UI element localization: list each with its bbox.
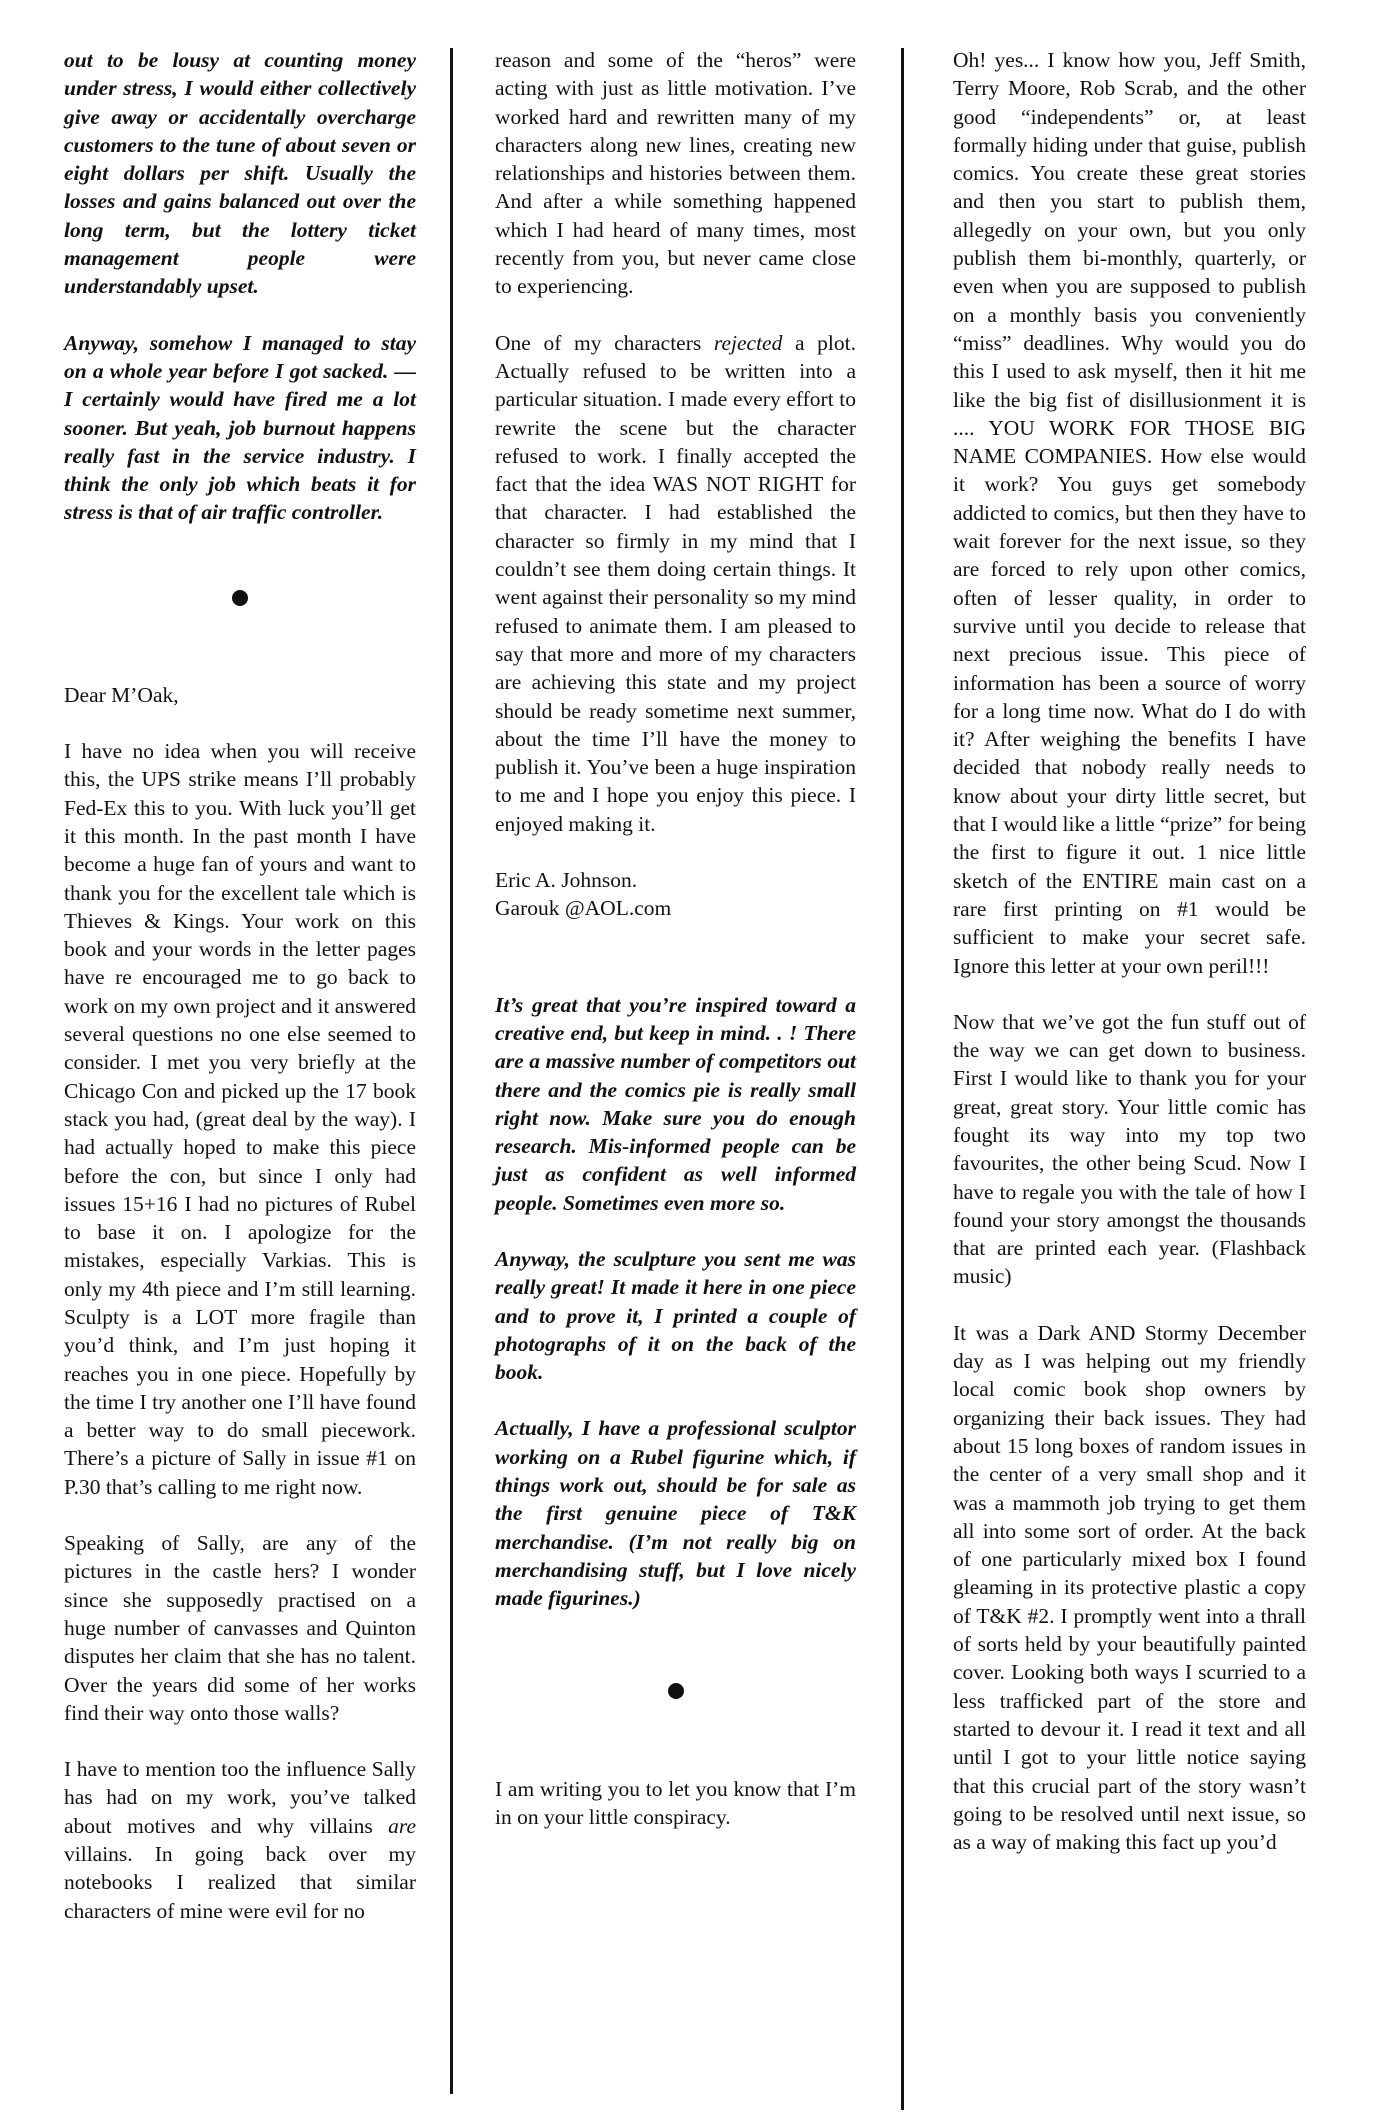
section-separator (495, 1641, 856, 1741)
letter-paragraph: I am writing you to let you know that I’m in on your little conspiracy. (495, 1776, 856, 1829)
bullet-separator-icon (668, 1683, 684, 1699)
column-1 (64, 46, 416, 1953)
column-3 (953, 46, 1306, 1884)
letter-paragraph: I have no idea when you will receive this, the UPS strike means I’ll probably Fed-Ex this to you. With luck you’ll get it this month. In the past month I have become a huge fan of yours and want to thank you for the excellent tale which is Thieves & Kings. Your work on this book and your words in the letter pages have re encouraged me to go back to work on my own project and it answered several questions no one else seemed to consider. I met you very briefly at the Chicago Con and picked up the 17 book stack you had, (great deal by the way). I had actually hoped to make this piece before the con, but since I only had issues 15+16 I had no pictures of Rubel to base it on. I apologize for the mistakes, especially Varkias. This is only my 4th piece and I’m still learning. Sculpty is a LOT more fragile than you’d think, and I’m just hoping it reaches you in one piece. Hopefully by the time I try another one I’ll have found a better way to do small piecework. There’s a picture of Sally in issue #1 on P.30 that’s calling to me right now. (64, 739, 416, 1499)
emphasis-text: are (388, 1813, 416, 1838)
column-divider-left (450, 48, 453, 2094)
section-separator (64, 555, 416, 641)
letter-paragraph: I have to mention too the influence Sally has had on my work, you’ve talked about motives and why villains are villains. In going back over my notebooks I realized that similar characters of mine were evil for no (64, 1757, 416, 1923)
column-2 (495, 46, 856, 1859)
editor-reply-paragraph: It’s great that you’re inspired toward a creative end, but keep in mind. . ! There are a massive number of competitors out there and the comics pie is really small right now. Make sure you do enough research. Mis-informed people can be just as confident as well informed people. Sometimes even more so. (495, 992, 856, 1215)
letter-signature (495, 866, 856, 923)
emphasis-text: rejected (713, 330, 783, 355)
letter-paragraph: Now that we’ve got the fun stuff out of the way we can get down to business. First I would like to thank you for your great, great story. Your little comic has fought its way into my top two favourites, the other being Scud. Now I have to regale you with the tale of how I found your story amongst the thousands that are printed each year. (Flashback music) (953, 1009, 1306, 1289)
editor-reply-paragraph: Anyway, somehow I managed to stay on a whole year before I got sacked. —I certainly would have fired me a lot sooner. But yeah, job burnout happens really fast in the service industry. I think the only job which beats it for stress is that of air traffic controller. (64, 330, 416, 525)
signature-email: Garouk @AOL.com (495, 896, 672, 921)
signature-name: Eric A. Johnson. (495, 868, 638, 893)
editor-reply-paragraph: Actually, I have a professional sculptor working on a Rubel figurine which, if things work out, should be for sale as the first genuine piece of T&K merchandise. (I’m not really big on merchandising stuff, but I love nicely made figurines.) (495, 1416, 856, 1611)
editor-reply-paragraph: Anyway, the sculpture you sent me was really great! It made it here in one piece and to prove it, I printed a couple of photographs of it on the back of the book. (495, 1246, 856, 1385)
letter-salutation: Dear M’Oak, (64, 682, 179, 707)
letter-paragraph: reason and some of the “heros” were acting with just as little motivation. I’ve worked hard and rewritten many of my characters along new lines, creating new relationships and histories between them. And after a while something happened which I had heard of many times, most recently from you, but never came close to experiencing. (495, 48, 856, 299)
letter-paragraph: Oh! yes... I know how you, Jeff Smith, Terry Moore, Rob Scrab, and the other good “independents” or, at least formally hiding under that guise, publish comics. You create these great stories and then you start to publish them, allegedly on your own, but you only publish them bi-monthly, quarterly, or even when you are supposed to publish on a monthly basis you conveniently “miss” deadlines. Why would you do this I used to ask myself, then it hit me like the big fist of disillusionment it is .... YOU WORK FOR THOSE BIG NAME COMPANIES. How else would it work? You guys get somebody addicted to comics, but then they have to wait forever for the next issue, so they are forced to rely upon other comics, often of lesser quality, in order to survive until you decide to release that next precious issue. This piece of information has been a source of worry for a long time now. What do I do with it? After weighing the benefits I have decided that nobody really needs to know about your dirty little secret, but that I would like a little “prize” for being the first to figure it out. 1 nice little sketch of the ENTIRE main cast on a rare first printing on #1 would be sufficient to make your secret safe. Ignore this letter at your own peril!!! (953, 48, 1306, 978)
column-divider-right (901, 48, 904, 2110)
letter-paragraph: It was a Dark AND Stormy December day as I was helping out my friendly local comic book shop owners by organizing their back issues. They had about 15 long boxes of random issues in the center of a very small shop and it was a mammoth job trying to get them all into some sort of order. At the back of one particularly mixed box I found gleaming in its protective plastic a copy of T&K #2. I promptly went into a thrall of sorts held by your beautifully painted cover. Looking both ways I scurried to a less trafficked part of the store and started to devour it. I read it text and all until I got to your little notice saying that this crucial part of the story wasn’t going to be resolved until next issue, so as a way of making this fact up you’d (953, 1320, 1306, 1855)
editor-reply-paragraph: out to be lousy at counting money under stress, I would either collectively give away or accidentally overcharge customers to the tune of about seven or eight dollars per shift. Usually the losses and gains balanced out over the long term, but the lottery ticket management people were understandably upset. (64, 48, 416, 299)
letter-paragraph: One of my characters rejected a plot. Actually refused to be written into a particular situation. I made every effort to rewrite the scene but the character refused to work. I finally accepted the fact that the idea WAS NOT RIGHT for that character. I had established the character so firmly in my mind that I couldn’t see them doing certain things. It went against their personality so my mind refused to animate them. I am pleased to say that more and more of my characters are achieving this state and my project should be ready sometime next summer, about the time I’ll have the money to publish it. You’ve been a huge inspiration to me and I hope you enjoy this piece. I enjoyed making it. (495, 330, 856, 836)
bullet-separator-icon (232, 590, 248, 606)
letter-paragraph: Speaking of Sally, are any of the pictures in the castle hers? I wonder since she supposedly practised on a huge number of canvasses and Quinton disputes her claim that she has no talent. Over the years did some of her works find their way onto those walls? (64, 1531, 416, 1725)
